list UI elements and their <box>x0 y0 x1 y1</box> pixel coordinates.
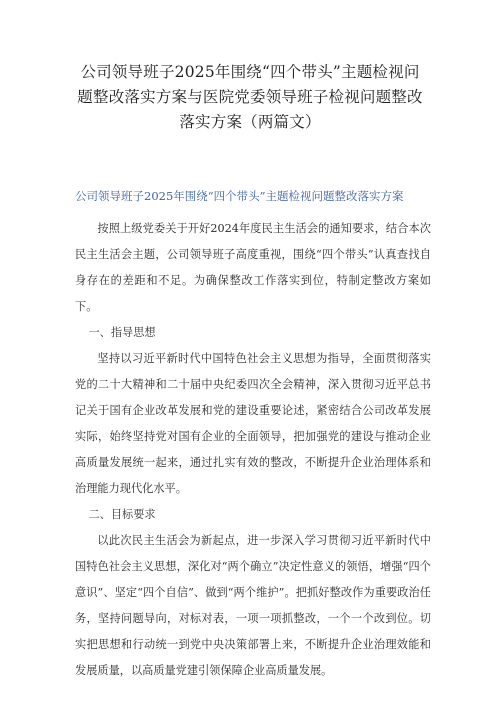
document-title <box>60 60 440 135</box>
goals-paragraph: 以此次民主生活会为新起点，进一步深入学习贯彻习近平新时代中国特色社会主义思想，深化对“两个确立”决定性意义的领悟，增强“四个意识”、坚定“四个自信”、做到“两个维护”。把抓好整改作为重要政治任务，坚持问题导向，对标对表，一项一项抓整改，一个一个改到位。切实把思想和行动统一到党中央决策部署上来，不断提升企业治理效能和发展质量，以高质量党建引领保障企业高质量发展。 <box>75 534 431 677</box>
intro-paragraph: 按照上级党委关于开好2024年度民主生活会的通知要求，结合本次民主生活会主题，公司领导班子高度重视，围绕“四个带头”认真查找自身存在的差距和不足。为确保整改工作落实到位，特制定整改方案如下。 <box>75 222 431 313</box>
title-line: 落实方案（两篇文） <box>179 113 321 131</box>
guiding-ideology-paragraph: 坚持以习近平新时代中国特色社会主义思想为指导，全面贯彻落实党的二十大精神和二十届中央纪委四次全会精神，深入贯彻习近平总书记关于国有企业改革发展和党的建设重要论述，紧密结合公司改革发展实际，始终坚持党对国有企业的全面领导，把加强党的建设与推动企业高质量发展统一起来，通过扎实有效的整改，不断提升企业治理体系和治理能力现代化水平。 <box>75 352 431 495</box>
subheading-goals: 二、目标要求 <box>88 508 156 521</box>
title-line: 题整改落实方案与医院党委领导班子检视问题整改 <box>77 88 423 106</box>
document-body <box>75 216 431 684</box>
subheading-guiding-ideology: 一、指导思想 <box>88 326 156 339</box>
title-line: 公司领导班子2025年围绕“四个带头”主题检视问 <box>80 63 420 81</box>
section-heading: 公司领导班子2025年围绕“四个带头”主题检视问题整改落实方案 <box>75 189 404 203</box>
